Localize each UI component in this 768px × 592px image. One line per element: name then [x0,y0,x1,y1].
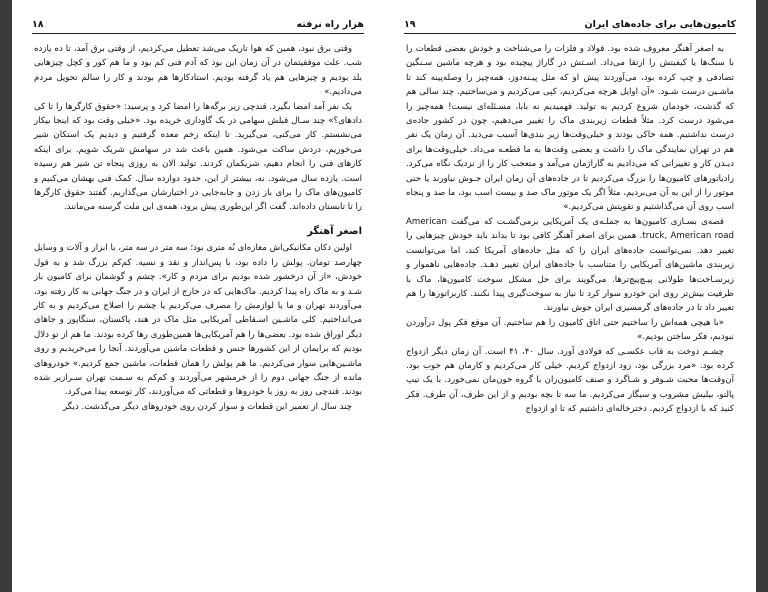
left-page-running-title: هزار راه نرفته [296,19,364,30]
left-paragraph-1: وقتی برق نبود، همین که هوا تاریک می‌شد تعطیل می‌کردیم، از وقتی برق آمد، تا ده یازده شب. علت موفقیتمان در آن زمان این بود که آدم فنی کم بود و ما هم کور و کچل چیزهایی بلد بودیم و چیزهایی هم یاد گرفته بودیم. استادکارها هم بودند و کار را سالم تحویل مردم می‌دادیم.» [34,44,362,98]
right-paragraph-2: قصه‌ی بسـازی کامیون‌ها به جملـه‌ی یک آمریکایی برمی‌گشـت که می‌گفت American truck, American road. همین برای اصغر آهنگر کافی بود تا بداند باید خودش چیزهایی را تغییر دهد. نمی‌توانست جاده‌های ایران را که مثل جاده‌های آمریکا کند، اما می‌توانست زیربندی ماشین‌های آمریکایی را متناسب با جاده‌های ایران تغییر دهـد. جاده‌هایی ناهموار و زیرسـاخت‌ها طولانی پیـچ‌پیچ‌تر‌ها. می‌گویند برای حل مشکل سوخت کامیون‌ها، ماک با ظرفیت بیش‌تر روی این خودرو سوار کرد تا نیاز به سوخت‌گیری پیدا نکنند. کاربراتورها را هم تغییر داد تا در جاده‌های گرمسیری ایران جوش نیاورند. [406,216,734,314]
right-paragraph-4: چشـم دوخت به قاب عکسـی که فولادی آورد. سال ۴۰، ۴۱ است. آن زمان دیگر ازدواج کرده بود. «مرد بزرگی بود، زود ازدواج کردیم. خیلی کار می‌کردیم و کارمان هم خوب بود. آن‌وقت‌ها محبت شـوفر و شـاگرد و صنف کامیون‌ران با گروه خون‌مان نمی‌خورد. با یک تیپ پالتو، بیلیش مشروب و سیگار می‌کردیم. ما سه تا بچه بودیم و از این طرف، آن طرف. فکر کنید که با ازدواج کردیم. دختر‌خاله‌ای داشتیم که تا او ازدواج [406,346,734,415]
right-page-number: ۱۹ [404,19,416,30]
right-page [384,0,756,592]
right-page-body [406,42,734,582]
left-paragraph-2: یک نفر آمد امضا بگیرد. قندچی زیر برگه‌ها را امضا کرد و پرسید: «حقوق کارگرها را تا کی دادهای؟» چند سـال قبلش سهامی در یک گاوداری خریده بود. «خیلی وقت بود که اینجا بیکار می‌نشستم. کار می‌کنی، می‌گیرید. تا اینکه زخم معده گرفتیم و دیدیم یک استکان شیر می‌خوریم، دردش ساکت می‌شود. همین باعث شد در سهامش شریک شویم. برای اینکه کارهای فنی را انجام دهیم، شریکمان کردند. تولید الان به روزی پنجاه تن شیر هم رسیده است. یازده سال می‌شود. نه، بیشتر از این، حدود دوازده سال. کمک فنی بهشان می‌کنیم و کامیون‌های ماک را برای باز زدن و جابه‌جایی در اختیارشان می‌گذاریم. گفتند حقوق کارگرها را تا تابستان داده‌اند. گفت اگر این‌طوری پیش برود، همه‌ی این ملت گرسنه می‌مانند. [34,101,362,213]
right-paragraph-1: به اصغر آهنگر معروف شده بود. فولاد و فلزات را می‌شناخت و خودش بعضی قطعات را با سنگ‌ها یا کیفیتش را ارتقا می‌داد. اسـتش در گاراژ پیچیده بود و هرچه ماشین سـنگین تصادفی و چپ کرده بود، می‌آوردند پیش او که مثل پیـنه‌دوز، همه‌چیز را وصله‌پینه کند تا ماشـین درست شـود. «آن اوایل هرچه می‌کردیم، کپی می‌کردیم و می‌ساختیم. چند سالی هم که گذشت، خودمان شروع کردیم به تولید. فهمیدیم نه بابا، مسـئله‌ای نیست! همه‌چیز را می‌شود درست کرد. مثلاً قطعات زیربندی ماک را تغییر می‌دهیم، چون در کشور جاده‌ی درست نداشتیم. همه خاکی بودند و خیلی‌وقت‌ها زیر بندی‌ها آسیب می‌دید. آن زمان یک نفر هم در تهران نمایندگی ماک را داشت و بعضی وقت‌ها به ما قطعـه می‌داد. خیلی‌وقت‌ها برای دیـدن کار و تغییراتی که می‌دادیم به گاراژمان می‌آمد و متعجب کار را از نزدیک نگاه می‌کرد. رادیاتورهای کامیون‌ها را بزرگ می‌کردیم تا در جاده‌های آن زمان ایران جـوش نیاورند یا حتی موتور را از این به آن می‌بردیم، مثلاً اگر یک موتور ماک صد و بیست اسب بود، ما صد و پنجاه اسب روی آن می‌گذاشتیم و تقویتش می‌کردیم.» [406,44,734,213]
left-section-paragraph-1: اولین دکان مکانیکی‌اش مغازه‌ای نُه متری بود؛ سه متر در سه متر، با ابزار و آلات و وسایل چهارصد تومان. پولش را داده بود، با پس‌انداز و نقد و نسیه. کم‌کم بزرگ شد و به قول خودش، «از آن درخشور شده بودیم برای مردم و کار». چشم و گوشمان برای کامیون باز شـد و به ماک راه پیدا کردیم. ماک‌هایی که در خارج از ایران و در جنگ جهانی به کار رفته بود، می‌آوردند تهران و ما یا لوازمش را مصرف می‌کردیم یا چشم را اصلاح می‌کردیم و به کار می‌انداختیم. کلی ماشـین اسـقاطی آمریکایی مثل ماک در هند، پاکستان، سنگاپور و جاهای دیگر اوراق شده بود. بعضی‌ها را هم آمریکایی‌ها همین‌طوری رها کرده بودند. ما هم از تو دلال بودیم که برایمان از این کشورها جنس و قطعات ماشین می‌آوردند. آنجا را می‌خریدیم و روی ماشـین‌هایی سوار می‌کردیم. ما هم پولش را همان قطعات، ماشین جمع کردیم.» خودروهای مانده از جنگ جهانی دوم را از خرمشهر می‌آوردند و کم‌کم به سـمت تهران سـرازیر شده بودند. قندچی روز به روز با خودروها و قطعاتی که می‌آوردند، کار توسعه پیدا می‌کرد. [34,243,362,398]
left-page [12,0,384,592]
left-section-paragraph-2: چند سال از تعمیر این قطعات و سوار کردن روی خودروهای دیگر می‌گذشت. دیگر [63,401,352,412]
right-page-running-title: کامیون‌هایی برای جاده‌های ایران [584,19,736,30]
right-paragraph-3: «با هیچی همه‌اش را ساختیم حتی اتاق کامیون را هم ساختیم. آن موقع فکر پول درآوردن نبودیم، فکر ساختن بودیم.» [406,317,734,343]
right-page-header [404,12,736,34]
left-page-number: ۱۸ [32,19,44,30]
section-heading: اصغر آهنگر [307,225,362,237]
left-page-body [34,42,362,582]
left-page-header [32,12,364,34]
